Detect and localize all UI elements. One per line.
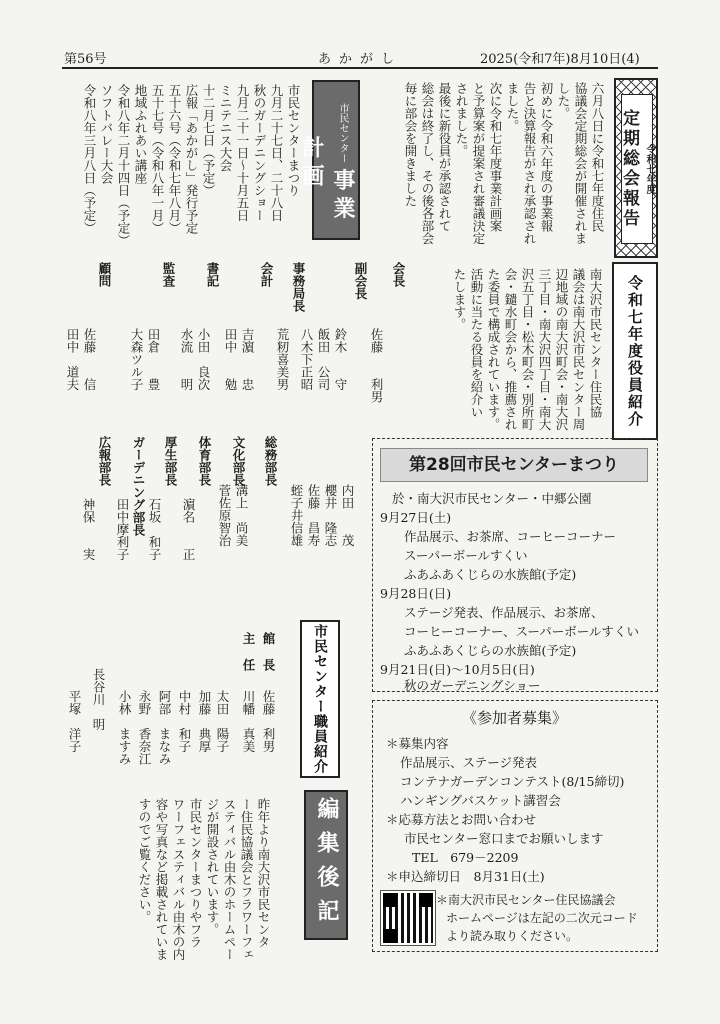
general-meeting-title-box (614, 78, 658, 258)
recruit-footer: ホームページは左記の二次元コード (446, 911, 638, 925)
names-culture: 溝上 尚美 菅佐原智治 (217, 484, 249, 547)
names-advisor: 佐藤 信 田中 道夫 (65, 328, 97, 391)
issue-date: 2025(令和7年)8月10日(4) (480, 52, 640, 67)
plan-item: 市民センターまつり (286, 84, 301, 197)
recruit-line: ハンギングバスケット講習会 (400, 793, 561, 808)
plans-title: 事業計画 (299, 136, 355, 225)
recruit-line: コンテナガーデンコンテスト(8/15締切) (400, 774, 625, 789)
festival-date: 9月27日(土) (380, 510, 452, 525)
staff-title: 市民センター職員紹介 (300, 620, 340, 778)
names-welfare: 石坂 和子 (147, 498, 162, 561)
officers-line: 辺地域の南大沢町会・南大沢 (554, 268, 569, 431)
editorial-line: すのでご覧ください。 (137, 798, 152, 923)
staff-member: 小林 ますみ (117, 690, 132, 765)
editorial-line: 容や写真など掲載されていま (154, 798, 169, 961)
names-secretary-general: 荒籾喜美男 (275, 328, 290, 391)
gm-line: 次に令和七年度事業計画案 (488, 82, 503, 232)
dept-general-affairs: 総務部長 (263, 436, 278, 486)
gm-line: ました。 (505, 82, 520, 132)
plan-item: 令和八年二月十四日（予定） (116, 84, 131, 247)
festival-date: 9月21日(日)〜10月5日(日) (380, 662, 535, 677)
editorial-body (136, 798, 272, 961)
festival-line: スーパーボールすくい (404, 548, 528, 563)
plans-title-box (299, 80, 360, 240)
editorial-line: ー住民協議会とフラワーフェ (239, 798, 254, 961)
general-meeting-title: 定期総会報告 (619, 109, 639, 229)
festival-line: ふあふあくじらの水族館(予定) (404, 567, 577, 582)
officers-line: 三丁目・南大沢四丁目・南大 (537, 268, 552, 431)
officers-line: たします。 (452, 268, 467, 331)
festival-line: コーヒーコーナー、スーパーボールすくい (404, 624, 640, 639)
officers-title: 令和七年度役員紹介 (612, 262, 658, 440)
officers-body (451, 268, 604, 438)
festival-title: 第28回市民センターまつり (380, 448, 648, 482)
newsletter-title: あかがし (318, 52, 403, 67)
role-auditor: 監査 (161, 262, 176, 287)
festival-line: ふあふあくじらの水族館(予定) (404, 643, 577, 658)
plan-item: 十二月七日（予定） (201, 84, 216, 197)
names-sports: 濵名 正 (181, 498, 196, 561)
officers-line: 沢五丁目・松木町会・別所町 (520, 268, 535, 431)
recruit-line: 作品展示、ステージ発表 (400, 755, 538, 770)
plan-item: ミニテニス大会 (218, 84, 233, 172)
role-vice-president: 副会長 (353, 262, 368, 300)
dept-culture: 文化部長 (231, 436, 246, 486)
staff-member: 平塚 洋子 (67, 690, 82, 753)
officers-line: 南大沢市民センター住民協 (588, 268, 603, 418)
header-rule (62, 67, 658, 69)
names-public-relations: 神保 実 (81, 498, 96, 561)
plan-item: 令和八年三月八日（予定） (82, 84, 97, 234)
festival-line: 秋のガーデニングショー (404, 678, 541, 693)
recruit-line: 市民センター窓口までお願いします (404, 831, 604, 846)
staff-name-director: 佐藤 利男 (261, 690, 276, 753)
names-vice-president: 鈴木 守 飯田 公司 八木下正昭 (299, 328, 348, 391)
gm-line: されました。 (454, 82, 469, 157)
issue-number: 第56号 (64, 52, 107, 67)
staff-role-director: 館長 (261, 632, 276, 685)
staff-member: 長谷川 明 (91, 668, 106, 731)
officers-line: 議会は南大沢市民センター周 (571, 268, 586, 431)
names-president: 佐藤 利男 (369, 328, 384, 403)
recruit-footer: ＊南大沢市民センター住民協議会 (436, 893, 616, 907)
dept-gardening: ガーデニング部長 (131, 436, 146, 536)
gm-line: 六月八日に令和七年度住民 (590, 82, 605, 232)
editorial-line: 市民センターまつりやフラ (188, 798, 203, 948)
plan-item: ソフトバレー大会 (99, 84, 114, 184)
names-clerk: 小田 良次 水流 明 (179, 328, 211, 391)
general-meeting-body (402, 82, 606, 258)
gm-line: と予算案が提案され審議決定 (471, 82, 486, 245)
recruit-line: ＊応募方法とお問い合わせ (386, 812, 537, 827)
names-treasurer: 吉濵 忠 田中 勉 (223, 328, 255, 391)
plans-list (81, 84, 302, 254)
qr-code-icon[interactable] (381, 891, 435, 945)
staff-role-chief: 主任 (241, 632, 256, 685)
role-secretary-general: 事務局長 (291, 262, 306, 312)
festival-line: 作品展示、お茶席、コーヒーコーナー (404, 529, 617, 544)
gm-line: 告と決算報告がされ承認され (522, 82, 537, 245)
staff-member: 永野 香奈江 (137, 690, 152, 765)
festival-line: ステージ発表、作品展示、お茶席、 (404, 605, 604, 620)
plan-item: 地域ふれあい講座 (133, 84, 148, 184)
role-treasurer: 会計 (259, 262, 274, 287)
editorial-line: スティバル由木のホームペー (222, 798, 237, 961)
recruit-line: ＊募集内容 (386, 736, 449, 751)
names-gardening: 田中摩利子 (115, 498, 130, 561)
gm-line: 毎に部会を開きました (403, 82, 418, 207)
role-clerk: 書記 (205, 262, 220, 287)
plans-label: 市民センター (337, 103, 348, 164)
dept-public-relations: 広報部長 (97, 436, 112, 486)
staff-member: 中村 和子 (177, 690, 192, 753)
general-meeting-year: 令和七年度 (644, 144, 655, 194)
editorial-title: 編集後記 (304, 790, 348, 940)
plan-item: 広報「あかがし」発行予定 (184, 84, 199, 234)
role-advisor: 顧問 (97, 262, 112, 287)
gm-line: した。 (556, 82, 571, 120)
plan-item: 五十七号（令和八年一月） (150, 84, 165, 234)
recruit-deadline: ＊申込締切日 8月31日(土) (386, 869, 545, 884)
plan-item: 五十六号（令和七年八月） (167, 84, 182, 234)
recruit-footer: より読み取りください。 (446, 929, 579, 943)
names-general-affairs: 内田 茂 櫻井 隆志 佐藤 昌寿 蛭子井信雄 (289, 484, 355, 547)
gm-line: 協議会定期総会が開催されま (573, 82, 588, 245)
officers-line: 活動に当たる役員を紹介い (469, 268, 484, 418)
festival-date: 9月28日(日) (380, 586, 452, 601)
staff-member: 加藤 典厚 (197, 690, 212, 753)
editorial-line: 昨年より南大沢市民センタ (256, 798, 271, 948)
officers-line: 会・鑓水町会から、推薦され (503, 268, 518, 431)
recruit-title: 《参加者募集》 (462, 709, 568, 727)
gm-line: 最後に新役員が承認されて (437, 82, 452, 232)
names-auditor: 田倉 豊 大森ツル子 (129, 328, 161, 391)
gm-line: 総会は終了し、その後各部会 (420, 82, 435, 245)
plan-item: 九月二十一日〜十月五日 (235, 84, 250, 222)
editorial-line: ジが開設されています。 (205, 798, 220, 936)
dept-sports: 体育部長 (197, 436, 212, 486)
staff-member: 阿部 まなみ (157, 690, 172, 765)
dept-welfare: 厚生部長 (163, 436, 178, 486)
staff-name-chief: 川幡 真美 (241, 690, 256, 753)
festival-venue: 於・南大沢市民センター・中郷公園 (392, 491, 592, 506)
plan-item: 秋のガーデニングショー (252, 84, 267, 222)
gm-line: 初めに令和六年度の事業報 (539, 82, 554, 232)
role-president: 会長 (391, 262, 406, 287)
recruit-phone: TEL 679－2209 (412, 850, 519, 865)
editorial-line: ワーフェスティバル由木の内 (171, 798, 186, 961)
staff-member: 太田 陽子 (215, 690, 230, 753)
officers-line: た委員で構成されています。 (486, 268, 501, 431)
plan-item: 九月二十七日、二十八日 (269, 84, 284, 222)
